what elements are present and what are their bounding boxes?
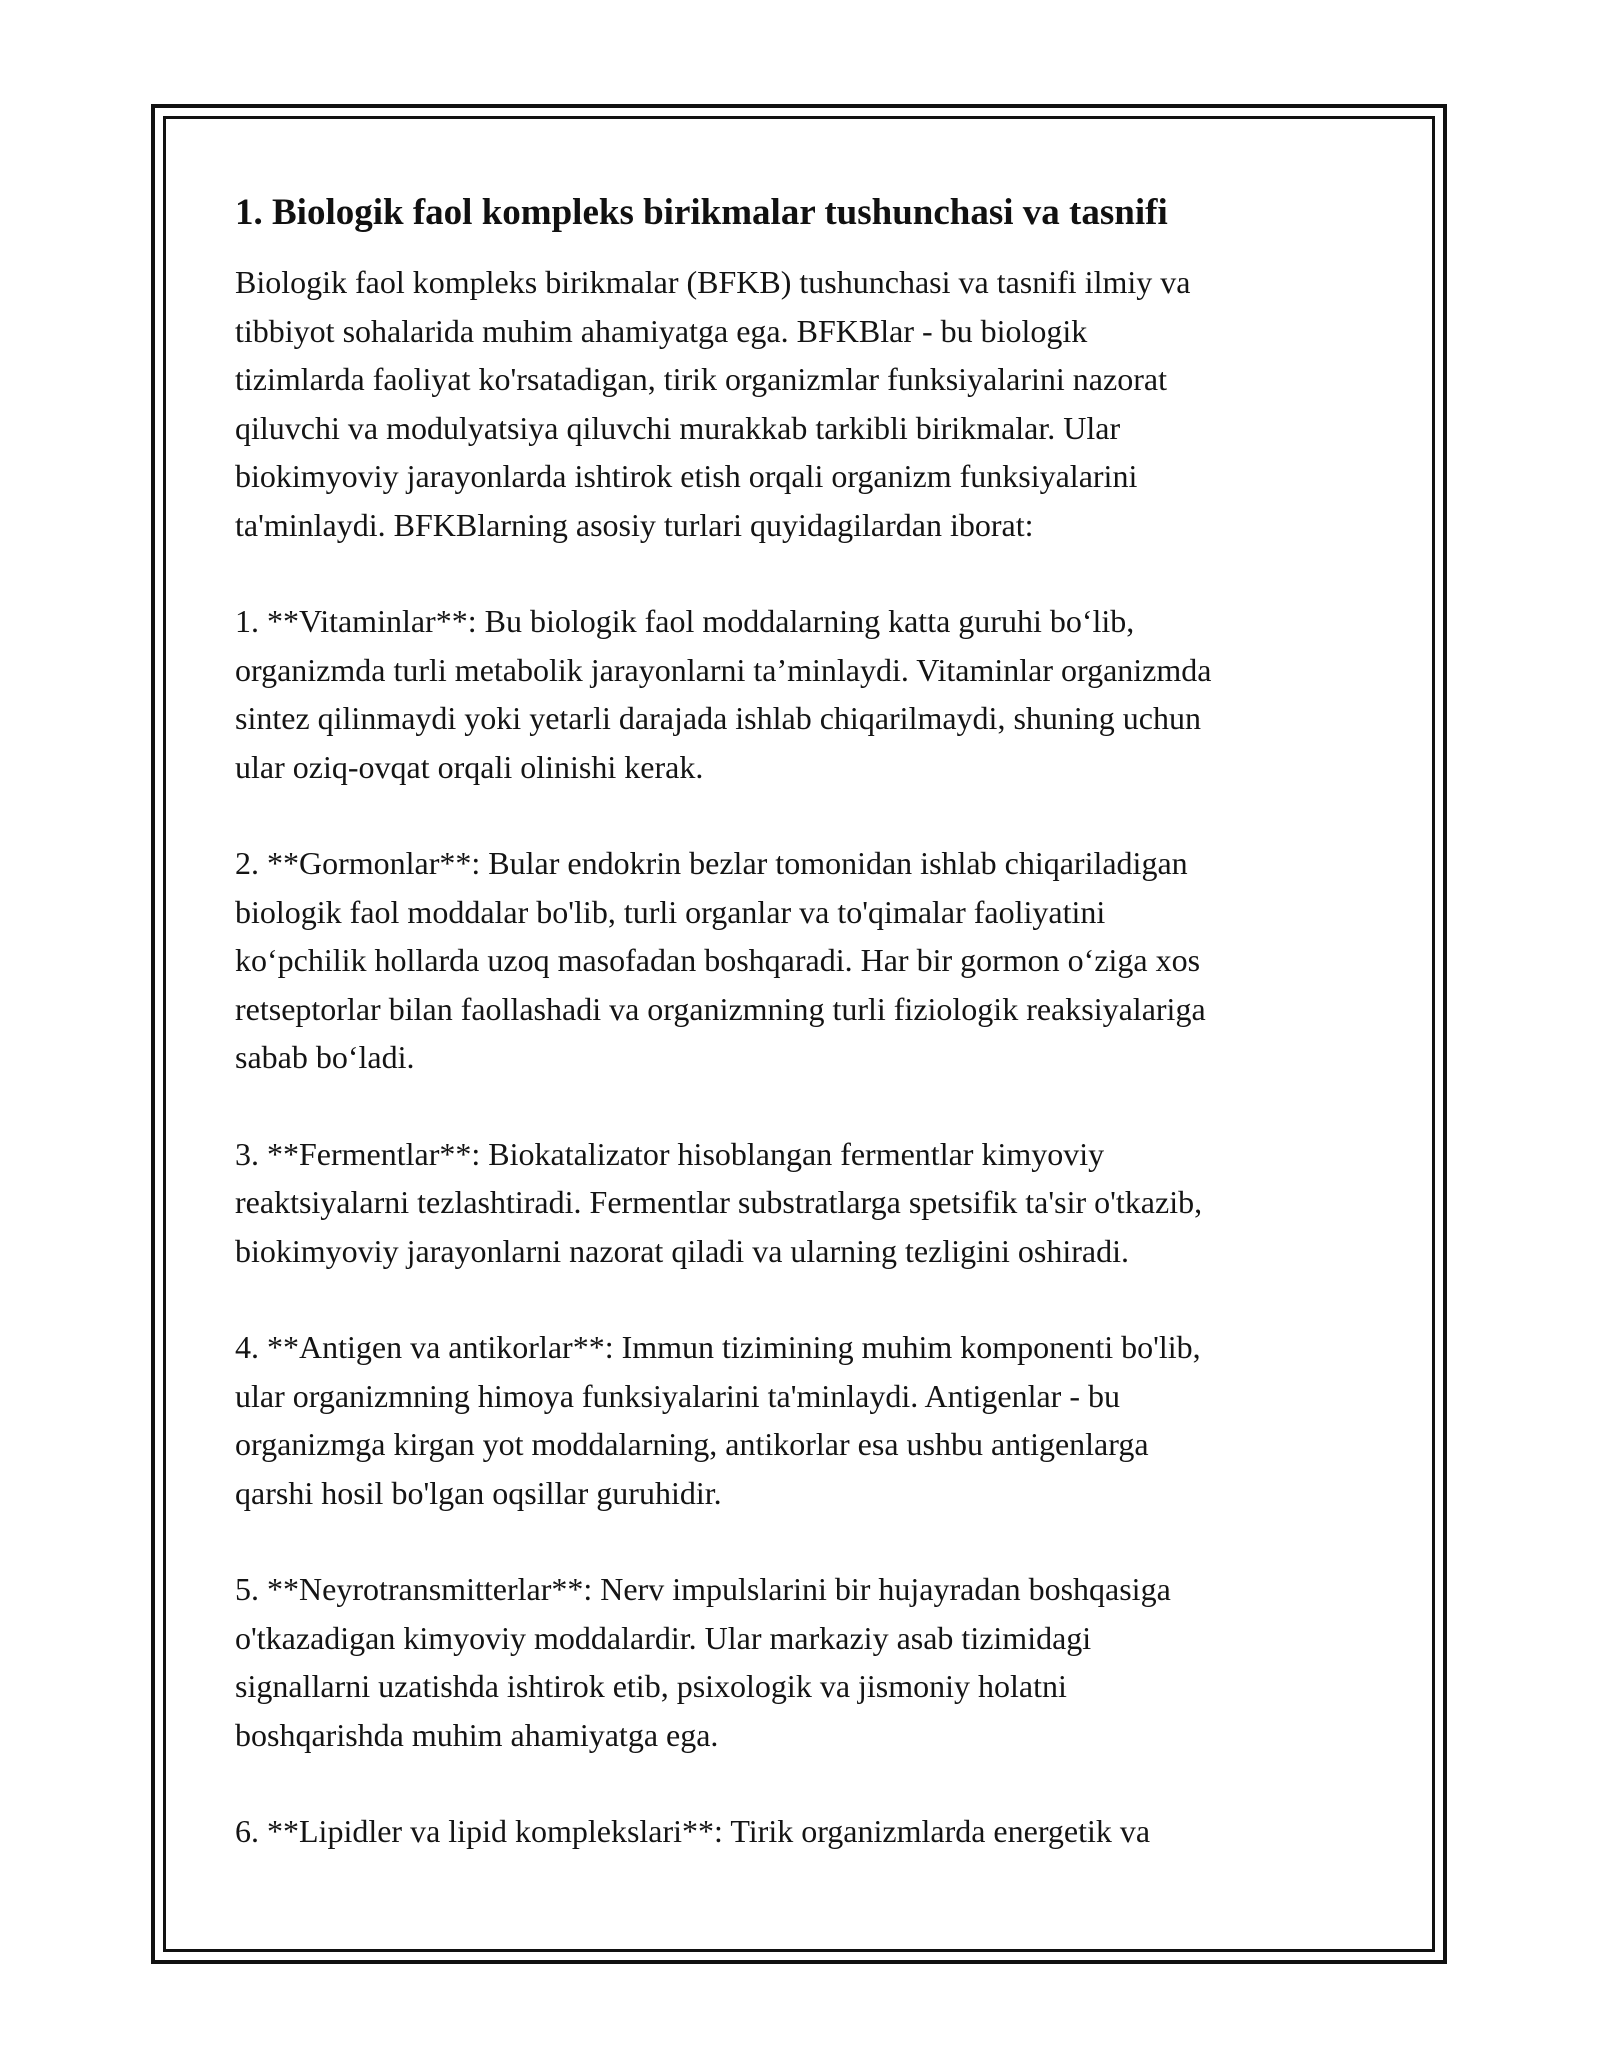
list-item-gormonlar: 2. **Gormonlar**: Bular endokrin bezlar tomonidan ishlab chiqariladigan biologik faol moddalar bo'lib, turli organlar va to'qimalar faoliyatini ko‘pchilik hollarda uzoq masofadan boshqaradi. Har bir gormon o‘ziga xos retseptorlar bilan faollashadi va organizmning turli fiziologik reaksiyalariga sabab bo‘ladi. xyxy=(235,845,1206,1075)
list-item-lipidler: 6. **Lipidler va lipid komplekslari**: Tirik organizmlarda energetik va xyxy=(235,1813,1151,1849)
list-item-fermentlar: 3. **Fermentlar**: Biokatalizator hisoblangan fermentlar kimyoviy reaktsiyalarni tezlashtiradi. Fermentlar substratlarga spetsifik ta'sir o'tkazib, biokimyoviy jarayonlarni nazorat qiladi va ularning tezligini oshiradi. xyxy=(235,1135,1203,1269)
list-item-antigen-antikorlar: 4. **Antigen va antikorlar**: Immun tizimining muhim komponenti bo'lib, ular organizmning himoya funksiyalarini ta'minlaydi. Antigenlar - bu organizmga kirgan yot moddalarning, antikorlar esa ushbu antigenlarga qarshi hosil bo'lgan oqsillar guruhidir. xyxy=(235,1329,1201,1511)
list-item-vitaminlar: 1. **Vitaminlar**: Bu biologik faol moddalarning katta guruhi bo‘lib, organizmda turli metabolik jarayonlarni ta’minlaydi. Vitaminlar organizmda sintez qilinmaydi yoki yetarli darajada ishlab chiqarilmaydi, shuning uchun ular oziq-ovqat orqali olinishi kerak. xyxy=(235,603,1212,785)
list-item-neyrotransmitterlar: 5. **Neyrotransmitterlar**: Nerv impulslarini bir hujayradan boshqasiga o'tkazadigan kimyoviy moddalardir. Ular markaziy asab tizimidagi signallarni uzatishda ishtirok etib, psixologik va jismoniy holatni boshqarishda muhim ahamiyatga ega. xyxy=(235,1571,1171,1753)
section-heading: 1. Biologik faol kompleks birikmalar tushunchasi va tasnifi xyxy=(235,192,1168,233)
intro-paragraph: Biologik faol kompleks birikmalar (BFKB) tushunchasi va tasnifi ilmiy va tibbiyot sohalarida muhim ahamiyatga ega. BFKBlar - bu biologik tizimlarda faoliyat ko'rsatadigan, tirik organizmlar funksiyalarini nazorat qiluvchi va modulyatsiya qiluvchi murakkab tarkibli birikmalar. Ular biokimyoviy jarayonlarda ishtirok etish orqali organizm funksiyalarini ta'minlaydi. BFKBlarning asosiy turlari quyidagilardan iborat: xyxy=(235,264,1191,543)
document-body xyxy=(235,188,1375,1904)
